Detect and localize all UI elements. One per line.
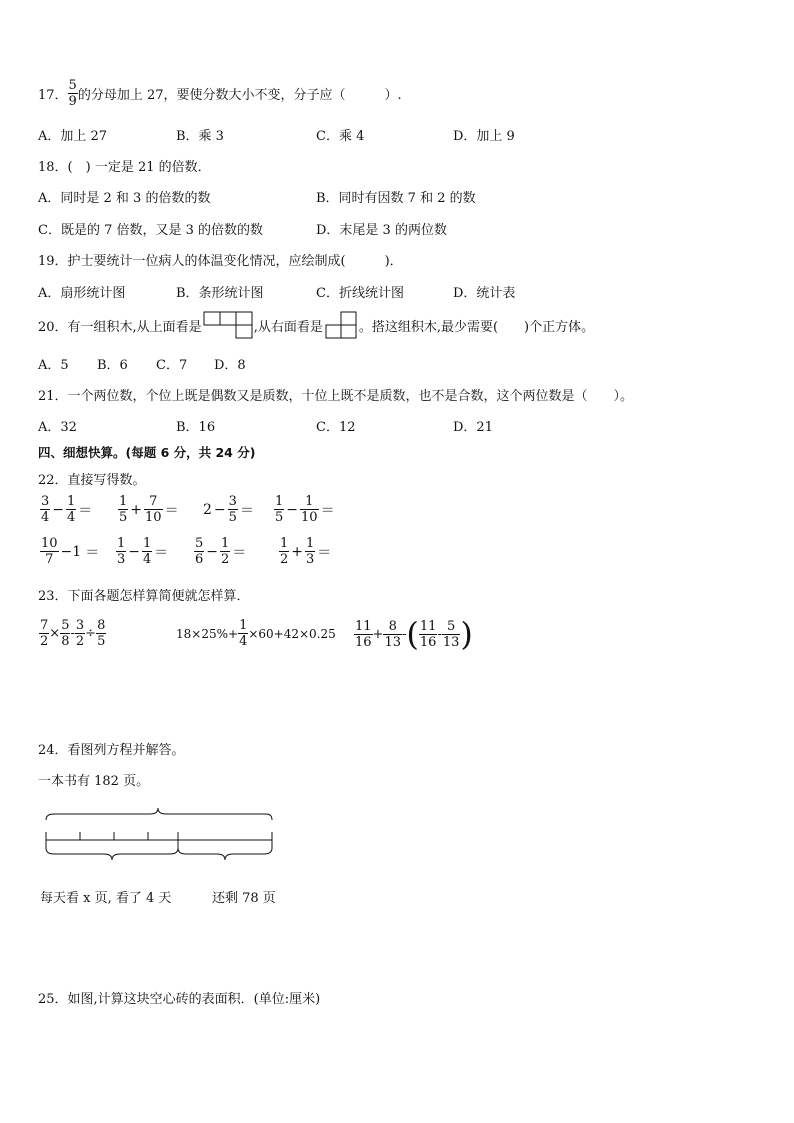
q22-r1-item-4: $\frac{1}{5}$ − $\frac{1}{10}$ ＝	[275, 494, 335, 525]
q22-r1-item-1: $\frac{3}{4}$ − $\frac{1}{4}$ ＝	[41, 494, 93, 525]
fraction: $\frac{8}{13}$	[384, 618, 401, 650]
q17-number: 17．	[38, 88, 68, 103]
fraction: $\frac{3}{2}$	[75, 618, 85, 649]
fraction: $\frac{1}{10}$	[301, 494, 318, 525]
q18-option-a: A．同时是 2 和 3 的倍数的数	[38, 191, 211, 206]
q18-option-d: D．末尾是 3 的两位数	[316, 223, 447, 238]
q25-stem: 25．如图,计算这块空心砖的表面积．(单位:厘米)	[38, 992, 321, 1007]
q22-r1-item-3: 2 − $\frac{3}{5}$ ＝	[203, 494, 254, 525]
q23-expression-1: $\frac{7}{2}$ × $\frac{5}{8}$ - $\frac{3}{2}$ ÷ $\frac{8}{5}$	[40, 618, 106, 649]
q20-option-d: D．8	[214, 358, 246, 373]
q24-subtext: 一本书有 182 页。	[38, 774, 150, 789]
q20-stem	[38, 311, 594, 339]
q21-option-c: C．12	[316, 420, 356, 435]
q22-r2-item-1: $\frac{10}{7}$ −1 ＝	[41, 536, 100, 567]
q19-option-b: B．条形统计图	[176, 286, 264, 301]
fraction: $\frac{11}{16}$	[355, 618, 372, 650]
q22-r2-item-4: $\frac{1}{2}$ + $\frac{1}{3}$ ＝	[280, 536, 332, 567]
q20-text-a: 20．有一组积木,从上面看是	[38, 319, 202, 335]
q17-option-c: C．乘 4	[316, 129, 365, 144]
q19-option-a: A．扇形统计图	[38, 286, 126, 301]
fraction: $\frac{1}{3}$	[117, 536, 126, 567]
q21-option-b: B．16	[176, 420, 216, 435]
q22-r1-item-2: $\frac{1}{5}$ + $\frac{7}{10}$ ＝	[119, 494, 179, 525]
fraction: $\frac{8}{5}$	[97, 618, 106, 649]
q22-r2-item-3: $\frac{5}{6}$ − $\frac{1}{2}$ ＝	[195, 536, 247, 567]
q23-stem: 23．下面各题怎样算简便就怎样算．	[38, 589, 250, 604]
fraction: $\frac{1}{5}$	[275, 494, 284, 525]
q24-stem: 24．看图列方程并解答。	[38, 743, 185, 758]
q21-option-d: D．21	[453, 420, 493, 435]
q20-text-b: ,从右面看是	[253, 319, 323, 335]
fraction: $\frac{3}{4}$	[41, 494, 50, 525]
fraction: $\frac{7}{10}$	[145, 494, 162, 525]
fraction: $\frac{1}{2}$	[280, 536, 289, 567]
q18-stem: 18．( ) 一定是 21 的倍数．	[38, 160, 211, 175]
q23-expression-2: 18×25%+ $\frac{1}{4}$ ×60+42×0.25	[176, 618, 336, 649]
fraction: $\frac{1}{4}$	[143, 536, 152, 567]
fraction: $\frac{1}{2}$	[221, 536, 230, 567]
fraction: $\frac{1}{4}$	[239, 618, 248, 649]
q22-stem: 22．直接写得数。	[38, 473, 146, 488]
line-segment-diagram	[40, 806, 280, 866]
q24-left-label: 每天看 x 页, 看了 4 天	[40, 891, 172, 906]
q17-stem	[38, 78, 402, 109]
left-paren: (	[406, 615, 419, 653]
top-view-figure	[203, 311, 253, 339]
fraction: $\frac{1}{4}$	[67, 494, 76, 525]
fraction: $\frac{3}{5}$	[228, 494, 237, 525]
q17-fraction: $\frac{5}{9}$	[68, 78, 77, 109]
q22-r2-item-2: $\frac{1}{3}$ − $\frac{1}{4}$ ＝	[117, 536, 169, 567]
q20-text-c: 。搭这组积木,最少需要( )个正方体。	[358, 319, 595, 335]
q21-stem: 21．一个两位数，个位上既是偶数又是质数，十位上既不是质数，也不是合数，这个两位数是（ ）。	[38, 389, 634, 404]
q20-option-a: A．5	[38, 358, 69, 373]
q23-expression-3: $\frac{11}{16}$ + $\frac{8}{13}$ - ( $\frac{11}{16}$ - $\frac{5}{13}$ )	[355, 615, 473, 653]
right-paren: )	[460, 615, 473, 653]
fraction: $\frac{10}{7}$	[41, 536, 58, 567]
q17-option-b: B．乘 3	[176, 129, 224, 144]
right-view-figure	[324, 311, 358, 339]
fraction: $\frac{11}{16}$	[419, 618, 437, 650]
q24-right-label: 还剩 78 页	[212, 891, 276, 906]
fraction: $\frac{1}{3}$	[306, 536, 315, 567]
fraction: $\frac{1}{5}$	[119, 494, 128, 525]
q17-text: 的分母加上 27，要使分数大小不变，分子应（ ）.	[77, 88, 402, 103]
fraction: $\frac{5}{13}$	[442, 618, 460, 650]
q19-stem: 19．护士要统计一位病人的体温变化情况，应绘制成( )．	[38, 254, 403, 269]
fraction: $\frac{7}{2}$	[40, 618, 49, 649]
q20-option-c: C．7	[156, 358, 188, 373]
q18-option-c: C．既是的 7 倍数，又是 3 的倍数的数	[38, 223, 264, 238]
fraction: $\frac{5}{8}$	[61, 618, 70, 649]
q17-option-d: D．加上 9	[453, 129, 515, 144]
q17-option-a: A．加上 27	[38, 129, 108, 144]
section-4-title: 四、细想快算。(每题 6 分，共 24 分)	[38, 445, 256, 460]
fraction: $\frac{5}{6}$	[195, 536, 204, 567]
q19-option-d: D．统计表	[453, 286, 516, 301]
q18-option-b: B．同时有因数 7 和 2 的数	[316, 191, 476, 206]
q19-option-c: C．折线统计图	[316, 286, 404, 301]
q21-option-a: A．32	[38, 420, 77, 435]
q20-option-b: B．6	[97, 358, 128, 373]
